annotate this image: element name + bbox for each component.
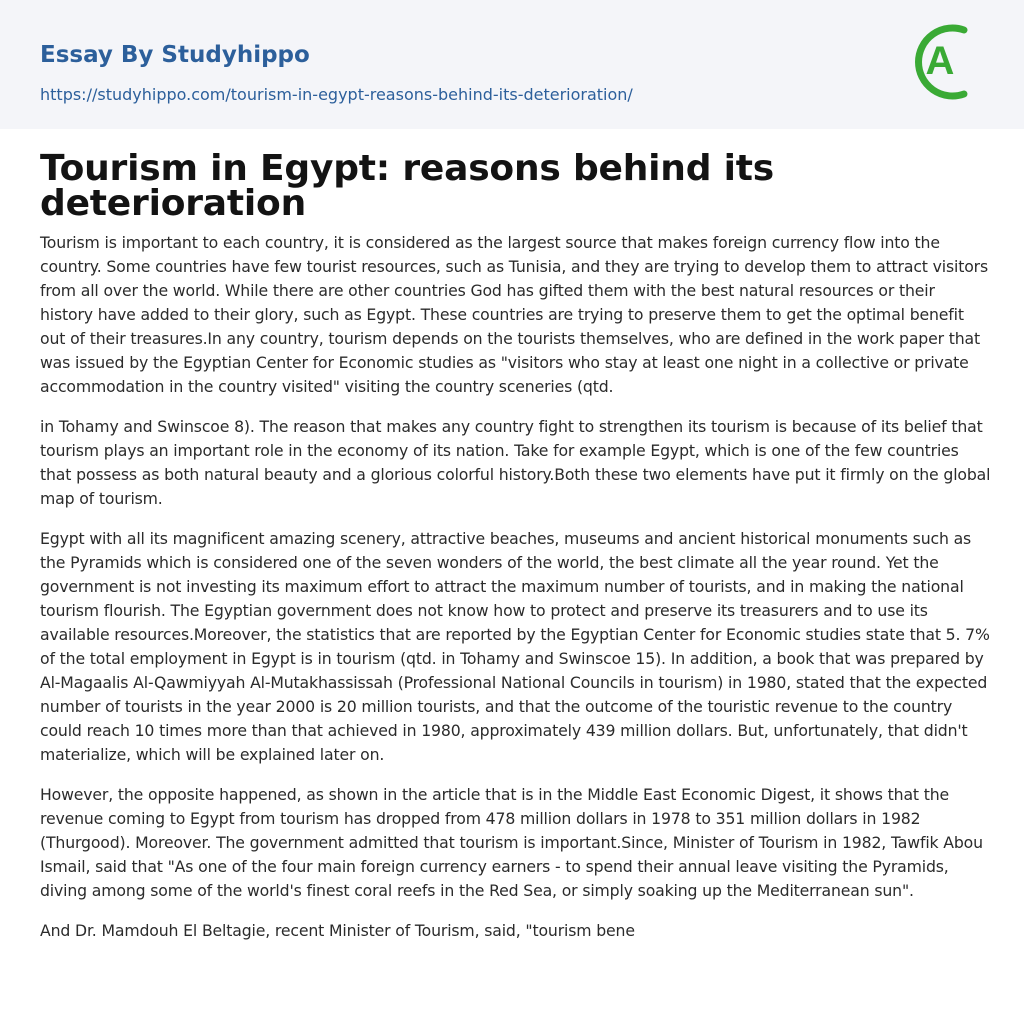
page-title: Tourism in Egypt: reasons behind its deterioration [40, 148, 775, 224]
essay-body [40, 231, 992, 943]
studyhippo-logo-icon[interactable] [912, 18, 988, 106]
essay-paragraph: Egypt with all its magnificent amazing scenery, attractive beaches, museums and ancient historical monuments such as the Pyramids which is considered one of the seven wonders of the world, the best climate all the year round. Yet the government is not investing its maximum effort to attract the maximum number of tourists, and in making the national tourism flourish. The Egyptian government does not know how to protect and preserve its treasurers and to use its available resources.Moreover, the statistics that are reported by the Egyptian Center for Economic studies state that 5. 7% of the total employment in Egypt is in tourism (qtd. in Tohamy and Swinscoe 15). In addition, a book that was prepared by Al-Magaalis Al-Qawmiyyah Al-Mutakhassissah (Professional National Councils in tourism) in 1980, stated that the expected number of tourists in the year 2000 is 20 million tourists, and that the outcome of the touristic revenue to the country could reach 10 times more than that achieved in 1980, approximately 439 million dollars. But, unfortunately, that didn't materialize, which will be explained later on. [40, 529, 990, 764]
essay-paragraph: Tourism is important to each country, it is considered as the largest source that makes foreign currency flow into the country. Some countries have few tourist resources, such as Tunisia, and they are trying to develop them to attract visitors from all over the world. While there are other countries God has gifted them with the best natural resources or their history have added to their glory, such as Egypt. These countries are trying to preserve them to get the optimal benefit out of their treasures.In any country, tourism depends on the tourists themselves, who are defined in the work paper that was issued by the Egyptian Center for Economic studies as "visitors who stay at least one night in a collective or private accommodation in the country visited" visiting the country sceneries (qtd. [40, 233, 988, 396]
essay-paragraph: However, the opposite happened, as shown in the article that is in the Middle East Economic Digest, it shows that the revenue coming to Egypt from tourism has dropped from 478 million dollars in 1978 to 351 million dollars in 1982 (Thurgood). Moreover. The government admitted that tourism is important.Since, Minister of Tourism in 1982, Tawfik Abou Ismail, said that "As one of the four main foreign currency earners - to spend their annual leave visiting the Pyramids, diving among some of the world's finest coral reefs in the Red Sea, or simply soaking up the Mediterranean sun". [40, 785, 983, 900]
main-content [0, 148, 1024, 943]
logo-letter: A [925, 39, 955, 83]
essay-paragraph: And Dr. Mamdouh El Beltagie, recent Minister of Tourism, said, "tourism bene [40, 921, 635, 940]
site-brand[interactable]: Essay By Studyhippo [40, 42, 310, 68]
essay-url-link[interactable]: https://studyhippo.com/tourism-in-egypt-reasons-behind-its-deterioration/ [40, 85, 633, 104]
essay-paragraph: in Tohamy and Swinscoe 8). The reason that makes any country fight to strengthen its tourism is because of its belief that tourism plays an important role in the economy of its nation. Take for example Egypt, which is one of the few countries that possess as both natural beauty and a glorious colorful history.Both these two elements have put it firmly on the global map of tourism. [40, 417, 991, 508]
site-header [0, 0, 1024, 129]
